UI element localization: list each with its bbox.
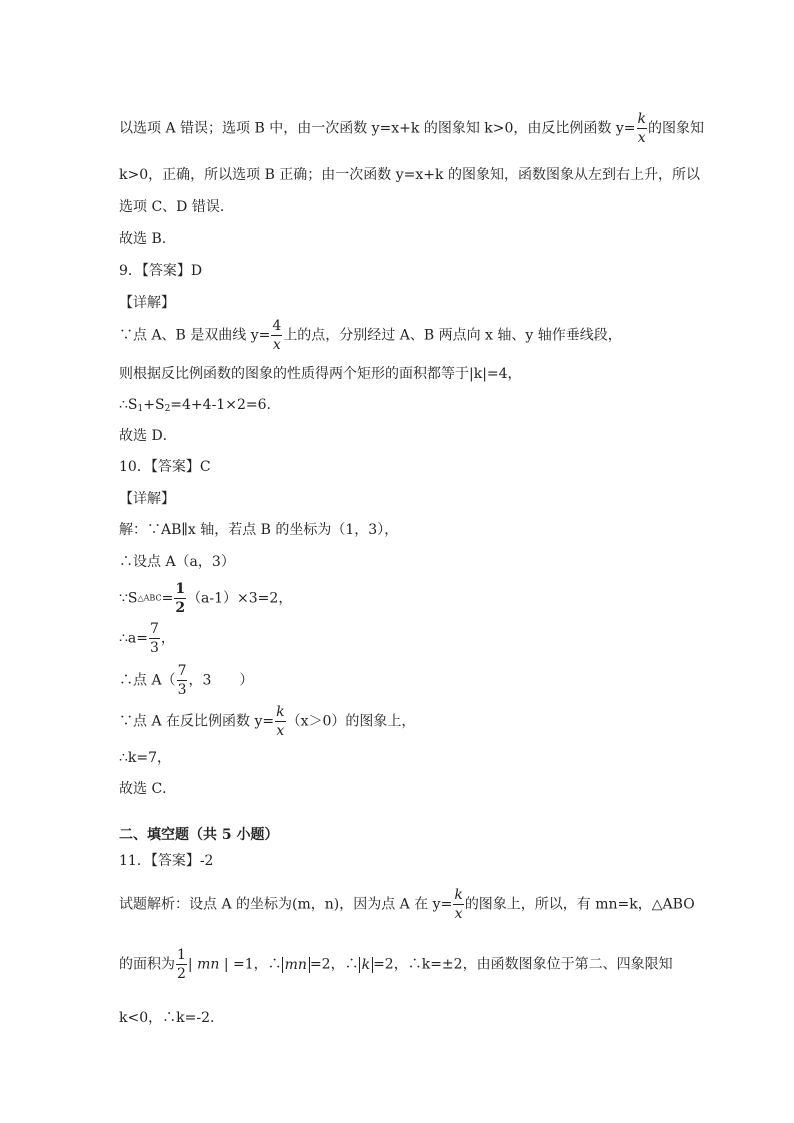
answer-heading-10: 10．【答案】C (119, 459, 211, 475)
answer-heading-9: 9．【答案】D (119, 263, 203, 279)
text-line: 故选 D． (119, 428, 177, 444)
fraction-1-over-2: $\frac{1}{2}$ (175, 581, 186, 616)
answer-heading-11: 11．【答案】-2 (119, 853, 214, 869)
text-line: ∴k=7， (119, 750, 172, 766)
fraction-7-over-3: $\frac{7}{3}$ (177, 663, 187, 698)
fraction-k-over-x: $\frac{k}{x}$ (276, 704, 285, 739)
text-line: 故选 B. (119, 231, 167, 247)
text-line: ∴a= $\frac{7}{3}$ ， (119, 621, 175, 656)
absolute-value: mn (282, 957, 310, 973)
text-line: ∴点 A（ $\frac{7}{3}$ ，3 ） (119, 663, 254, 698)
text-line: k>0，正确，所以选项 B 正确；由一次函数 y=x+k 的图象知，函数图象从左到右上升，所以 (119, 167, 700, 183)
fraction-4-over-x: $\frac{4}{x}$ (272, 318, 282, 353)
detail-heading: 【详解】 (119, 491, 175, 507)
text-line: 试题解析：设点 A 的坐标为(m，n)，因为点 A 在 y= $\frac{k}{x}$ 的图象上，所以，有 mn=k，△ABO (119, 887, 695, 922)
fraction-k-over-x: $\frac{k}{x}$ (637, 111, 646, 146)
text-line: ∵点 A 在反比例函数 y= $\frac{k}{x}$ （x＞0）的图象上， (119, 704, 416, 739)
absolute-value: k (359, 957, 373, 973)
text-line: 以选项 A 错误；选项 B 中，由一次函数 y=x+k 的图象知 k>0，由反比例函数 y= $\frac{k}{x}$ 的图象知 (119, 111, 704, 146)
text-line: ∵点 A、B 是双曲线 y= $\frac{4}{x}$ 上的点，分别经过 A、B 两点向 x 轴、y 轴作垂线段， (119, 318, 622, 353)
text-line: ∴设点 A（a，3） (119, 554, 235, 570)
text-line: 选项 C、D 错误． (119, 199, 234, 215)
text-line: 的面积为 $\frac{1}{2}$ | mn | =1，∴ mn =2，∴ k =2，∴k=±2，由函数图象位于第二、四象限知 (119, 947, 673, 982)
text-line: 则根据反比例函数的图象的性质得两个矩形的面积都等于|k|=4， (119, 366, 522, 382)
detail-heading: 【详解】 (119, 295, 175, 311)
text-line: 解：∵AB∥x 轴，若点 B 的坐标为（1，3）， (119, 522, 399, 538)
section-heading: 二、填空题（共 5 小题） (119, 827, 279, 843)
fraction-1-over-2: $\frac{1}{2}$ (177, 947, 186, 982)
fraction-7-over-3: $\frac{7}{3}$ (149, 621, 159, 656)
text-line: $\therefore S_1+S_2=4+4-1\times 2=6$. (119, 397, 271, 414)
fraction-k-over-x: $\frac{k}{x}$ (454, 887, 463, 922)
text-line: ∵S△ABC= $\frac{1}{2}$ （a-1）×3=2， (119, 581, 293, 616)
text-line: 故选 C． (119, 781, 177, 797)
text-line: k<0，∴k=-2. (119, 1010, 215, 1026)
